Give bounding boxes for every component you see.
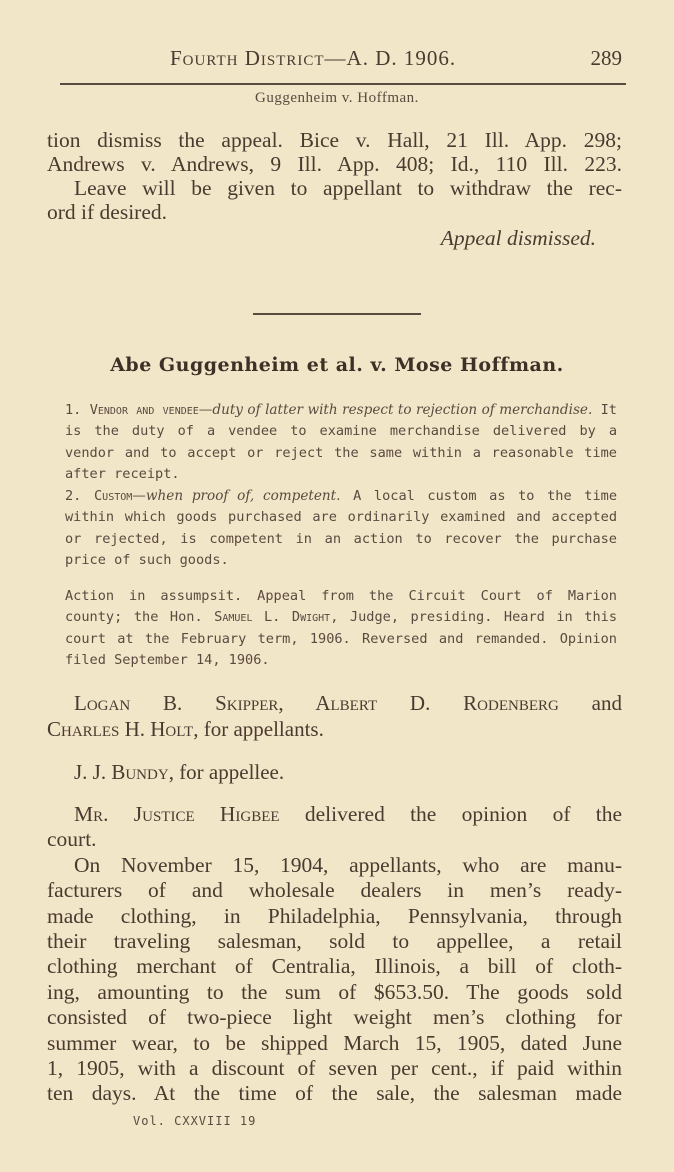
text-line: summer wear, to be shipped March 15, 1905, dated June <box>47 1030 622 1055</box>
text-line: facturers of and wholesale dealers in men’s ready- <box>47 878 622 903</box>
section-separator <box>253 313 421 315</box>
previous-case-conclusion <box>47 128 622 250</box>
text-line: On November 15, 1904, appellants, who are manu- <box>74 852 622 877</box>
text-line <box>47 760 622 784</box>
text-line: Andrews v. Andrews, 9 Ill. App. 408; Id., 110 Ill. 223. <box>47 152 622 176</box>
page-number: 289 <box>590 46 622 70</box>
text-line <box>47 802 622 827</box>
counsel-appellants <box>47 690 622 742</box>
running-title: Fourth District—A. D. 1906. <box>170 46 457 70</box>
text-line: 1, 1905, with a discount of seven per cent., if paid within <box>47 1056 622 1081</box>
headnote-text: It is the duty of a vendee to examine merchandise delivered by a vendor and to accept or reject the same within a reasonable time after receipt. <box>65 402 617 482</box>
headnote-2 <box>47 486 617 571</box>
text-line <box>47 716 622 742</box>
statement-lead: Action in assumpsit. Appeal from the Circuit Court of Marion county; the Hon. <box>65 588 617 626</box>
opinion-delivered: delivered the opinion of the <box>304 802 623 826</box>
opinion <box>47 802 622 1107</box>
justice-name: Mr. Justice Higbee <box>74 802 280 826</box>
text-line <box>47 690 622 716</box>
signature-mark: Vol. CXXVIII 19 <box>133 1114 257 1128</box>
text-line: their traveling salesman, sold to appellee, a retail <box>47 929 622 954</box>
judge-name: Samuel L. Dwight <box>214 609 331 626</box>
headnote-italic: —when proof of, competent. <box>132 488 341 504</box>
headnote-italic: —duty of latter with respect to rejection of merchandise. <box>198 402 593 418</box>
text-line: court. <box>47 827 97 852</box>
text-line: tion dismiss the appeal. Bice v. Hall, 21 Ill. App. 298; <box>47 128 622 152</box>
running-header <box>48 46 628 76</box>
headnote-topic: Vendor and vendee <box>89 402 199 418</box>
text-line: ing, amounting to the sum of $653.50. The goods sold <box>47 979 622 1004</box>
counsel-name: J. J. Bundy <box>74 760 169 784</box>
statement-rest: , Judge, presiding. Heard in this court at the February term, 1906. Reversed and remanded. Opinion filed September 14, 1906. <box>65 609 617 668</box>
case-running-head: Guggenheim v. Hoffman. <box>255 90 419 106</box>
headnote-text: A local custom as to the time within which goods purchased are ordinarily examined and accepted or rejected, is competent in an action to recover the purchase price of such goods. <box>65 488 618 568</box>
disposition: Appeal dismissed. <box>440 226 596 250</box>
text-line: made clothing, in Philadelphia, Pennsylvania, through <box>47 903 622 928</box>
counsel-and: and <box>591 691 622 715</box>
text-line: clothing merchant of Centralia, Illinois, a bill of cloth- <box>47 954 622 979</box>
statement-of-case <box>47 586 617 671</box>
text-line: ord if desired. <box>47 200 168 224</box>
text-line: Leave will be given to appellant to withdraw the rec- <box>74 176 622 200</box>
headnote-number: 1. <box>65 402 82 418</box>
headnote-number: 2. <box>65 488 82 504</box>
counsel-name: Charles H. Holt <box>47 717 194 741</box>
counsel-names: Logan B. Skipper, Albert D. Rodenberg <box>74 691 559 715</box>
headnote-topic: Custom <box>94 488 133 504</box>
counsel-appellee <box>47 760 622 784</box>
counsel-role: , for appellants. <box>193 717 324 741</box>
text-line: ten days. At the time of the sale, the salesman made <box>47 1081 622 1106</box>
text-line: consisted of two-piece light weight men’s clothing for <box>47 1005 622 1030</box>
case-title: Abe Guggenheim et al. v. Mose Hoffman. <box>110 354 564 376</box>
header-rule <box>60 83 626 85</box>
headnote-1 <box>47 400 617 485</box>
counsel-role: , for appellee. <box>168 760 285 784</box>
